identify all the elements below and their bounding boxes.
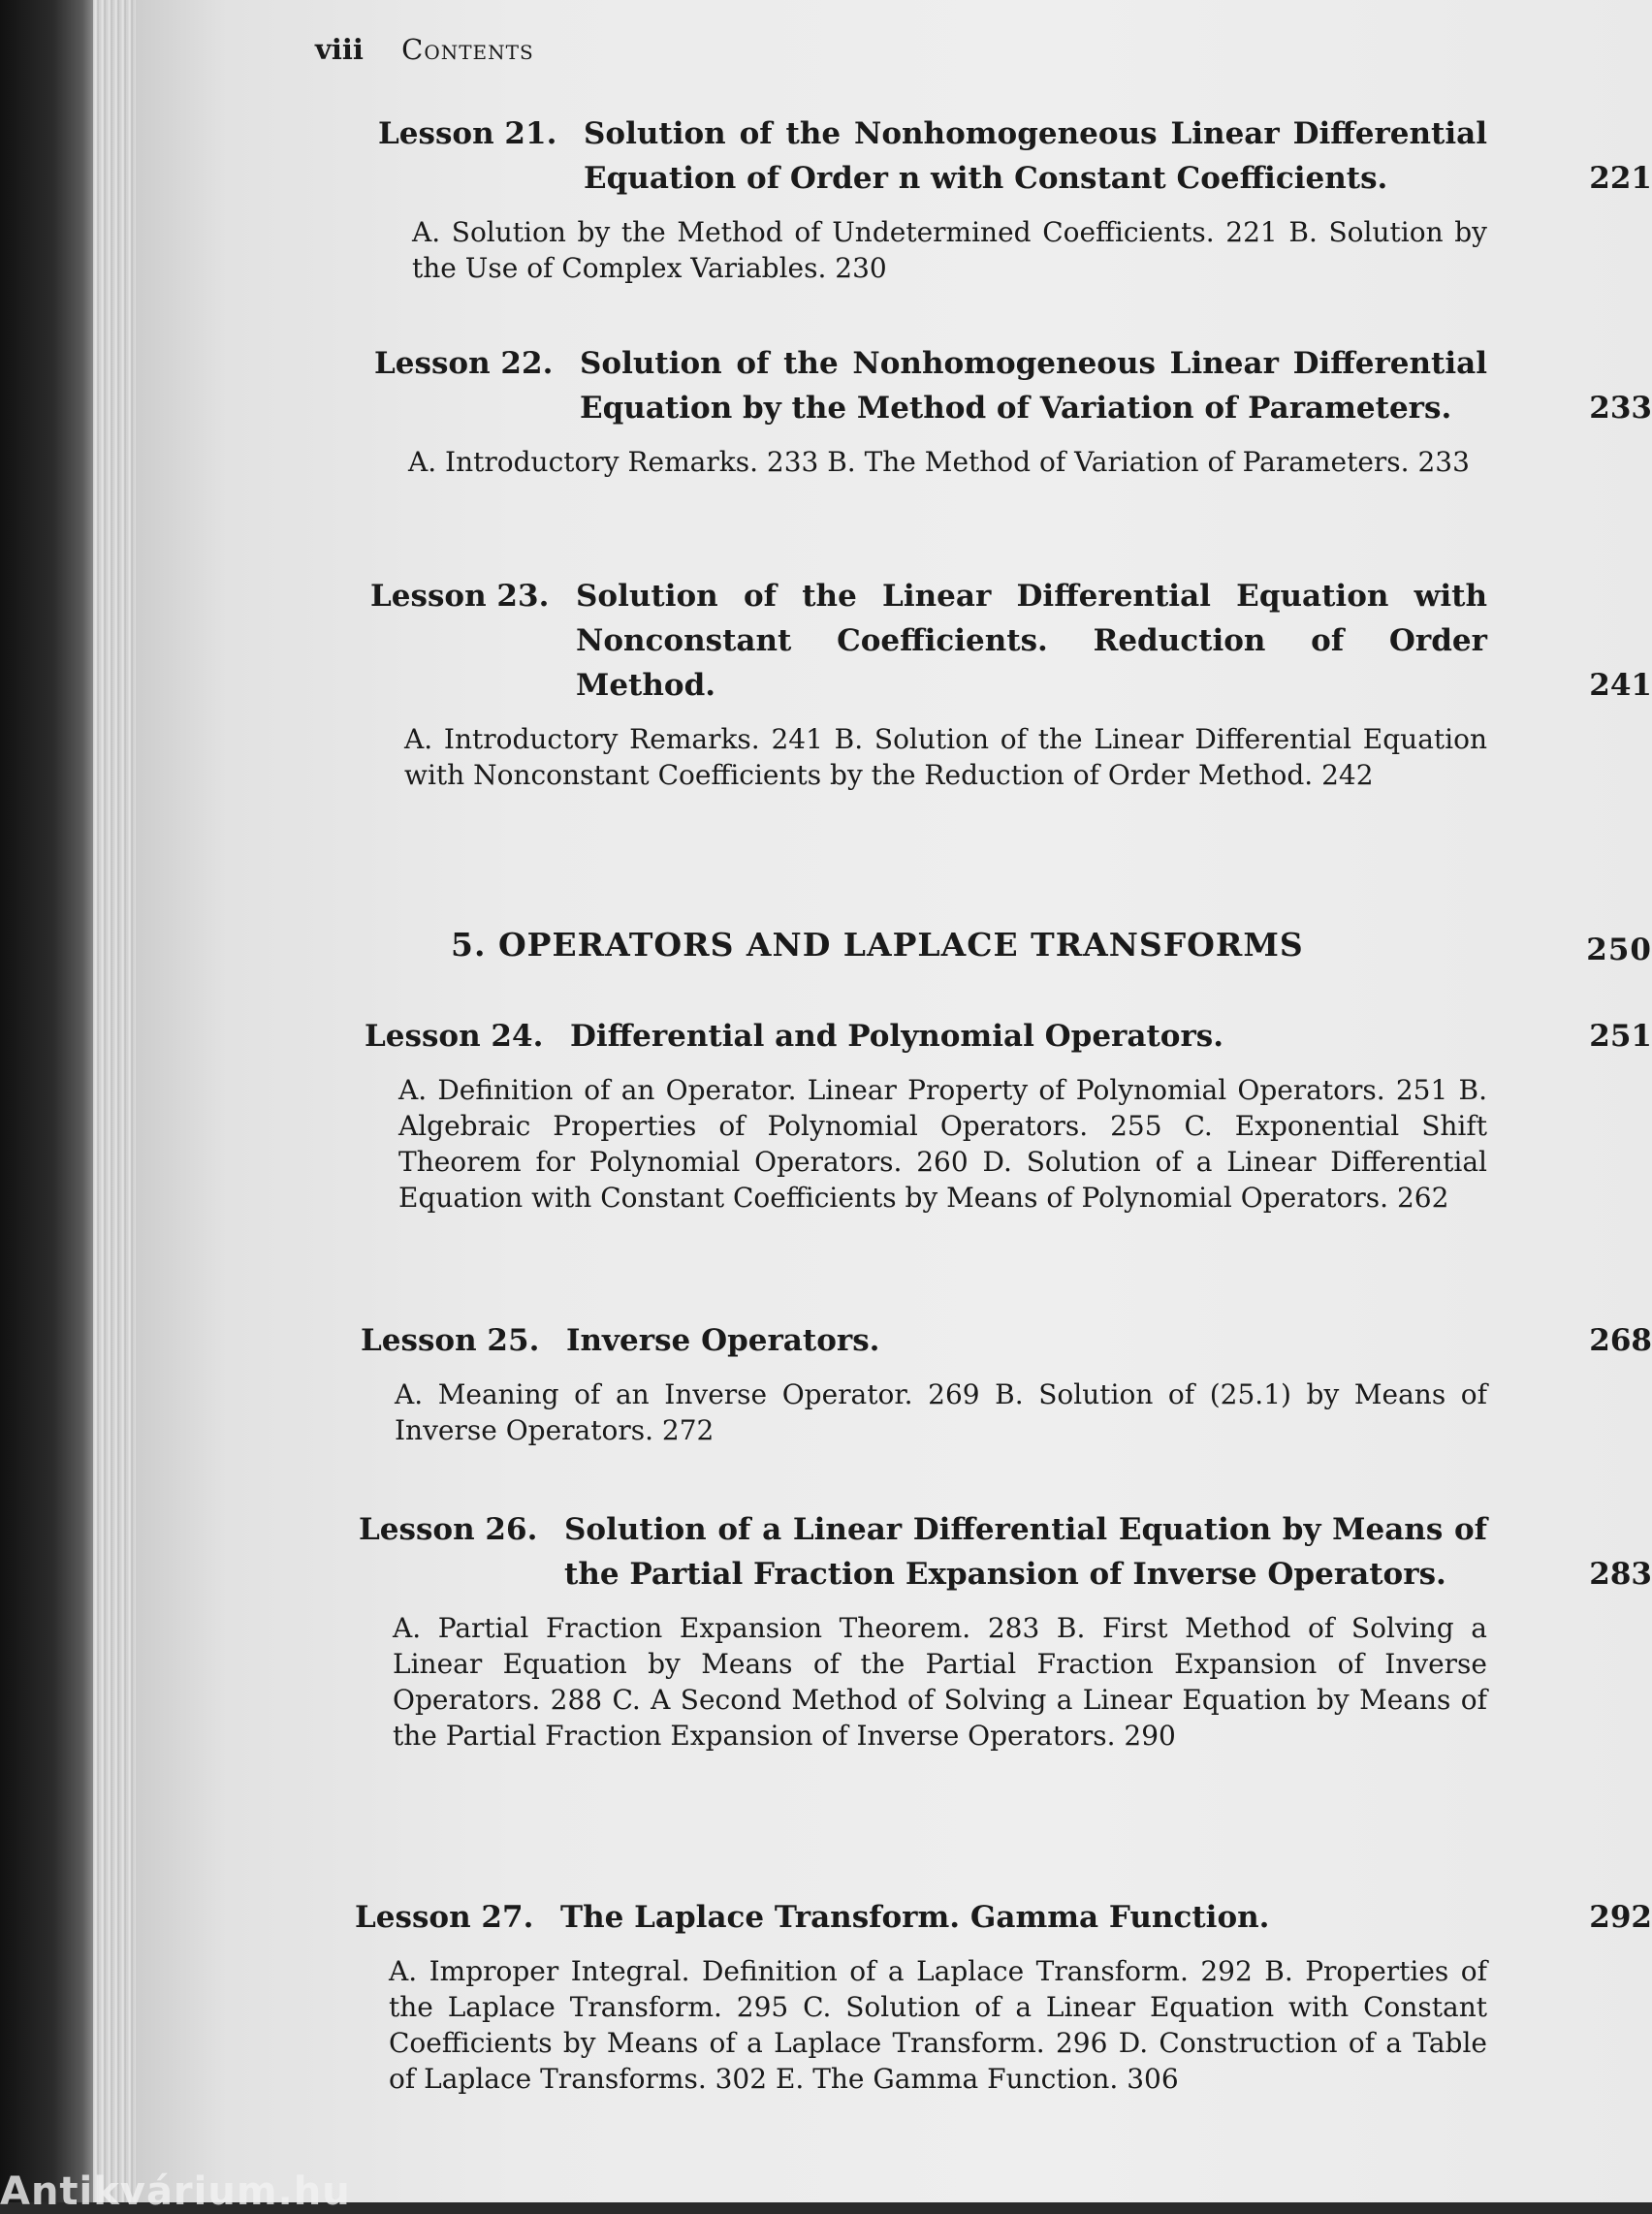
lesson-description: A. Introductory Remarks. 233 B. The Method of Variation of Parameters. 233 <box>408 446 1470 478</box>
lesson-description: A. Solution by the Method of Undetermined Coefficients. 221 B. Solution by the Use of Complex Variables. 230 <box>412 216 1487 284</box>
toc-entry-lesson-27[interactable] <box>355 1895 1652 2097</box>
lesson-description: A. Improper Integral. Definition of a Laplace Transform. 292 B. Properties of the Laplace Transform. 295 C. Solution of a Linear Equation with Constant Coefficients by Means of a Laplace Transform. 296 D. Construction of a Table of Laplace Transforms. 302 E. The Gamma Function. 306 <box>389 1955 1487 2095</box>
page-numeral: viii <box>315 33 364 66</box>
lesson-page-number: 251 <box>1589 1019 1652 1054</box>
lesson-label: Lesson 24. <box>365 1019 544 1054</box>
lesson-title: Solution of a Linear Differential Equation by Means of the Partial Fraction Expansion of Inverse Operators. <box>564 1512 1487 1592</box>
lesson-heading <box>361 1318 1652 1363</box>
lesson-label: Lesson 23. <box>370 579 550 614</box>
toc-entry-lesson-22[interactable] <box>374 341 1652 480</box>
lesson-title: The Laplace Transform. Gamma Function. <box>560 1900 1270 1935</box>
lesson-title: Solution of the Nonhomogeneous Linear Differential Equation by the Method of Variation of Parameters. <box>580 346 1487 426</box>
lesson-page-number: 283 <box>1589 1557 1652 1592</box>
lesson-label: Lesson 21. <box>378 116 557 151</box>
lesson-label: Lesson 25. <box>361 1323 540 1358</box>
lesson-label: Lesson 22. <box>374 346 554 381</box>
lesson-heading <box>370 574 1652 708</box>
lesson-description: A. Partial Fraction Expansion Theorem. 283 B. First Method of Solving a Linear Equation by Means of the Partial Fraction Expansion of Inverse Operators. 288 C. A Second Method of Solving a Linear Equation by Means of the Partial Fraction Expansion of Inverse Operators. 290 <box>393 1612 1487 1752</box>
lesson-heading <box>365 1014 1652 1059</box>
lesson-page-number: 221 <box>1589 161 1652 196</box>
lesson-title: Differential and Polynomial Operators. <box>570 1019 1224 1054</box>
lesson-page-number: 241 <box>1589 668 1652 703</box>
lesson-title: Solution of the Nonhomogeneous Linear Differential Equation of Order n with Constant Coefficients. <box>584 116 1487 196</box>
lesson-title: Solution of the Linear Differential Equation with Nonconstant Coefficients. Reduction of Order Method. <box>576 579 1487 703</box>
lesson-label: Lesson 27. <box>355 1900 534 1935</box>
lesson-page-number: 268 <box>1589 1323 1652 1358</box>
toc-entry-lesson-24[interactable] <box>365 1014 1652 1216</box>
toc-entry-lesson-26[interactable] <box>359 1507 1652 1754</box>
chapter-page-number: 250 <box>1586 933 1652 967</box>
book-page <box>136 0 1652 2202</box>
lesson-description: A. Meaning of an Inverse Operator. 269 B. Solution of (25.1) by Means of Inverse Operators. 272 <box>395 1378 1487 1446</box>
watermark: Antikvárium.hu <box>0 2169 351 2214</box>
running-head <box>315 33 534 66</box>
toc-entry-lesson-25[interactable] <box>361 1318 1652 1448</box>
chapter-heading[interactable] <box>451 926 1652 967</box>
lesson-heading <box>359 1507 1652 1597</box>
chapter-title: 5. OPERATORS AND LAPLACE TRANSFORMS <box>451 926 1304 964</box>
book-spine-shadow <box>0 0 97 2202</box>
running-head-title: Contents <box>401 33 534 66</box>
lesson-page-number: 233 <box>1589 391 1652 426</box>
lesson-heading <box>374 341 1652 430</box>
lesson-heading <box>378 111 1652 201</box>
lesson-label: Lesson 26. <box>359 1512 538 1547</box>
lesson-description: A. Introductory Remarks. 241 B. Solution of the Linear Differential Equation with Nonconstant Coefficients by the Reduction of Order Method. 242 <box>404 723 1487 791</box>
page-edges <box>93 0 142 2202</box>
lesson-page-number: 292 <box>1589 1900 1652 1935</box>
lesson-heading <box>355 1895 1652 1940</box>
lesson-title: Inverse Operators. <box>566 1323 880 1358</box>
lesson-description: A. Definition of an Operator. Linear Property of Polynomial Operators. 251 B. Algebraic Properties of Polynomial Operators. 255 C. Exponential Shift Theorem for Polynomial Operators. 260 D. Solution of a Linear Differential Equation with Constant Coefficients by Means of Polynomial Operators. 262 <box>398 1074 1487 1214</box>
toc-entry-lesson-23[interactable] <box>370 574 1652 793</box>
toc-entry-lesson-21[interactable] <box>378 111 1652 286</box>
